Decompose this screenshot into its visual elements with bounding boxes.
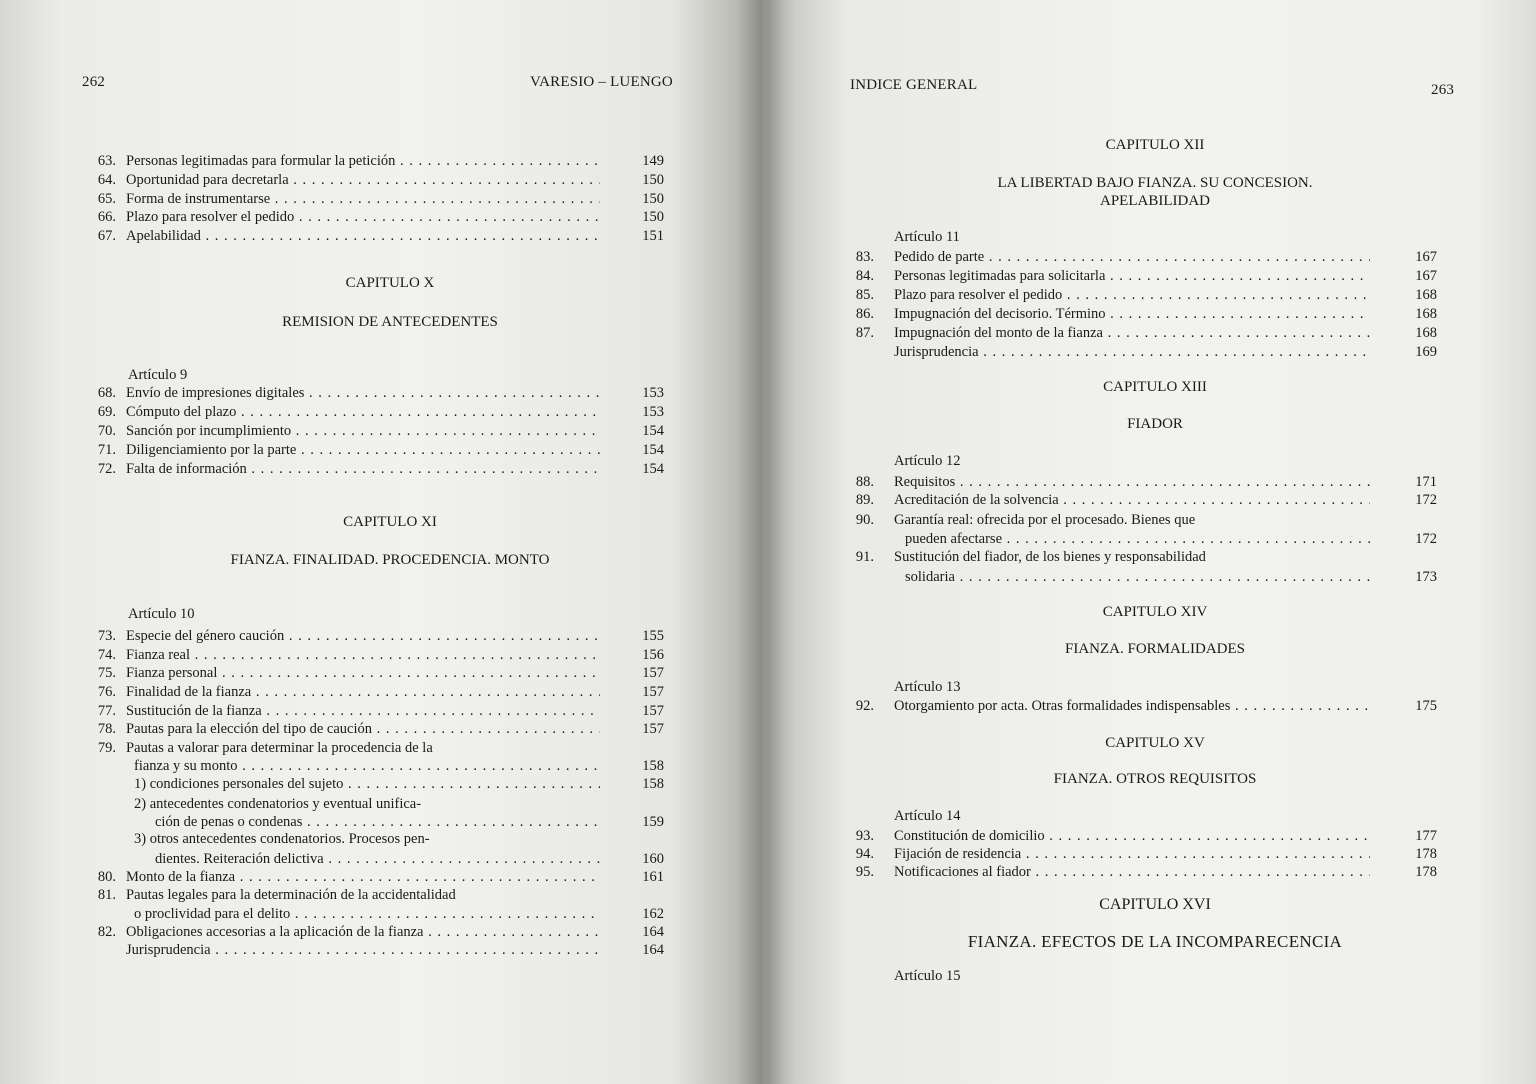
entry-page-number: 172	[1415, 492, 1437, 508]
entry-number: 68.	[97, 385, 116, 401]
entry-text: Pautas legales para la determinación de la accidentalidad	[126, 887, 456, 903]
entry-text: Finalidad de la fianza . . .	[126, 683, 600, 702]
entry-page-number: 168	[1415, 325, 1437, 341]
entry-text: Sustitución del fiador, de los bienes y responsabilidad	[894, 549, 1206, 565]
entry-page-number: 167	[1415, 249, 1437, 265]
entry-page-number: 161	[642, 869, 664, 885]
entry-text: Especie del género caución . . .	[126, 627, 600, 646]
chapter-title: FIANZA. FORMALIDADES	[1064, 641, 1245, 657]
article-label: Artículo 9	[128, 367, 188, 383]
index-entry	[80, 702, 664, 721]
entry-number: 89.	[855, 492, 874, 508]
entry-page-number: 154	[642, 461, 664, 477]
index-entry	[80, 775, 664, 794]
entry-page-number: 164	[642, 942, 664, 958]
index-entry	[80, 664, 664, 683]
entry-page-number: 159	[642, 814, 664, 830]
entry-number: 74.	[97, 647, 116, 663]
entry-number: 63.	[97, 153, 116, 169]
entry-page-number: 158	[642, 758, 664, 774]
entry-page-number: 158	[642, 776, 664, 792]
entry-page-number: 162	[642, 906, 664, 922]
entry-text: Oportunidad para decretarla . . .	[126, 171, 600, 190]
index-entry	[838, 473, 1437, 492]
index-entry	[80, 422, 664, 441]
index-entry	[838, 845, 1437, 864]
entry-text: Requisitos . . .	[894, 473, 1370, 492]
index-entry	[80, 757, 664, 776]
entry-number: 90.	[855, 512, 874, 528]
entry-page-number: 178	[1415, 864, 1437, 880]
entry-number: 69.	[97, 404, 116, 420]
entry-number: 67.	[97, 228, 116, 244]
index-entry	[838, 267, 1437, 286]
entry-text: Impugnación del decisorio. Término . . .	[894, 305, 1370, 324]
entry-page-number: 154	[642, 423, 664, 439]
index-entry	[838, 827, 1437, 846]
entry-number: 86.	[855, 306, 874, 322]
entry-page-number: 157	[642, 665, 664, 681]
index-entry	[80, 403, 664, 422]
entry-text: Sustitución de la fianza . . .	[126, 702, 600, 721]
entry-number: 87.	[855, 325, 874, 341]
chapter-heading: CAPITULO XIII	[1103, 379, 1207, 395]
chapter-title: LA LIBERTAD BAJO FIANZA. SU CONCESION.	[997, 175, 1313, 191]
entry-number: 82.	[97, 924, 116, 940]
index-entry	[80, 208, 664, 227]
chapter-heading: CAPITULO XVI	[1099, 896, 1211, 913]
article-label: Artículo 15	[894, 968, 961, 984]
chapter-heading: CAPITULO XI	[343, 514, 437, 530]
entry-number: 83.	[855, 249, 874, 265]
book-gutter-shadow	[735, 0, 795, 1084]
entry-page-number: 150	[642, 209, 664, 225]
entry-page-number: 149	[642, 153, 664, 169]
index-entry	[80, 683, 664, 702]
entry-number: 76.	[97, 684, 116, 700]
entry-page-number: 172	[1415, 531, 1437, 547]
entry-text: Personas legitimadas para formular la petición . . .	[126, 152, 600, 171]
article-label: Artículo 11	[894, 229, 960, 245]
entry-text: Cómputo del plazo . . .	[126, 403, 600, 422]
entry-number: 78.	[97, 721, 116, 737]
entry-number: 92.	[855, 698, 874, 714]
index-entry	[80, 460, 664, 479]
index-entry	[80, 941, 664, 960]
index-entry	[838, 491, 1437, 510]
entry-number: 77.	[97, 703, 116, 719]
chapter-heading: CAPITULO XIV	[1102, 604, 1208, 620]
index-entry	[838, 286, 1437, 305]
index-entry	[80, 646, 664, 665]
entry-text: Falta de información . . .	[126, 460, 600, 479]
index-entry	[80, 868, 664, 887]
entry-number: 73.	[97, 628, 116, 644]
entry-page-number: 153	[642, 385, 664, 401]
entry-page-number: 151	[642, 228, 664, 244]
chapter-title: FIANZA. EFECTOS DE LA INCOMPARECENCIA	[967, 932, 1343, 951]
chapter-title: FIANZA. FINALIDAD. PROCEDENCIA. MONTO	[230, 552, 550, 568]
entry-page-number: 168	[1415, 287, 1437, 303]
entry-number: 70.	[97, 423, 116, 439]
entry-page-number: 154	[642, 442, 664, 458]
article-label: Artículo 13	[894, 679, 961, 695]
entry-page-number: 150	[642, 191, 664, 207]
entry-text: Plazo para resolver el pedido . . .	[894, 286, 1370, 305]
index-entry	[838, 343, 1437, 362]
chapter-title: APELABILIDAD	[1100, 193, 1210, 209]
entry-text: Fianza personal . . .	[126, 664, 600, 683]
index-entry	[80, 923, 664, 942]
entry-number: 84.	[855, 268, 874, 284]
entry-text: Garantía real: ofrecida por el procesado. Bienes que	[894, 512, 1196, 528]
entry-number: 72.	[97, 461, 116, 477]
entry-page-number: 178	[1415, 846, 1437, 862]
chapter-heading: CAPITULO XII	[1105, 137, 1205, 153]
right-running-head: INDICE GENERAL	[850, 77, 978, 93]
entry-page-number: 156	[642, 647, 664, 663]
entry-page-number: 167	[1415, 268, 1437, 284]
entry-number: 95.	[855, 864, 874, 880]
entry-number: 94.	[855, 846, 874, 862]
index-entry	[80, 886, 664, 905]
entry-text: pueden afectarse . . .	[905, 530, 1370, 549]
entry-number: 64.	[97, 172, 116, 188]
chapter-title: FIANZA. OTROS REQUISITOS	[1053, 771, 1257, 787]
entry-number: 85.	[855, 287, 874, 303]
index-entry	[838, 697, 1437, 716]
index-entry	[80, 905, 664, 924]
entry-number: 80.	[97, 869, 116, 885]
index-entry	[80, 441, 664, 460]
entry-text: Otorgamiento por acta. Otras formalidades indispensables . . .	[894, 697, 1370, 716]
chapter-title: FIADOR	[1127, 416, 1183, 432]
entry-text: fianza y su monto . . .	[134, 757, 600, 776]
index-entry	[838, 324, 1437, 343]
entry-text: Forma de instrumentarse . . .	[126, 190, 600, 209]
entry-number: 88.	[855, 474, 874, 490]
index-entry	[80, 627, 664, 646]
index-entry	[838, 530, 1437, 549]
entry-page-number: 157	[642, 703, 664, 719]
entry-text: Pedido de parte . . .	[894, 248, 1370, 267]
entry-number: 65.	[97, 191, 116, 207]
entry-text: Jurisprudencia . . .	[126, 941, 600, 960]
left-running-head: VARESIO – LUENGO	[530, 74, 673, 90]
article-label: Artículo 14	[894, 808, 961, 824]
article-label: Artículo 10	[128, 606, 195, 622]
entry-text: o proclividad para el delito . . .	[134, 905, 600, 924]
entry-text: Sanción por incumplimiento . . .	[126, 422, 600, 441]
index-entry	[838, 568, 1437, 587]
index-entry	[80, 739, 664, 758]
entry-page-number: 153	[642, 404, 664, 420]
entry-page-number: 160	[642, 851, 664, 867]
index-entry	[838, 248, 1437, 267]
index-entry	[80, 850, 664, 869]
entry-text: Impugnación del monto de la fianza . . .	[894, 324, 1370, 343]
entry-text: Personas legitimadas para solicitarla . . .	[894, 267, 1370, 286]
index-entry	[838, 305, 1437, 324]
entry-number: 71.	[97, 442, 116, 458]
entry-text: Plazo para resolver el pedido . . .	[126, 208, 600, 227]
index-entry	[80, 830, 664, 849]
entry-page-number: 169	[1415, 344, 1437, 360]
entry-text: Monto de la fianza . . .	[126, 868, 600, 887]
article-label: Artículo 12	[894, 453, 961, 469]
index-entry	[80, 227, 664, 246]
index-entry	[80, 795, 664, 814]
entry-text: ción de penas o condenas . . .	[155, 813, 600, 832]
entry-page-number: 157	[642, 684, 664, 700]
entry-page-number: 177	[1415, 828, 1437, 844]
index-entry	[838, 863, 1437, 882]
left-page-number: 262	[82, 74, 106, 90]
entry-text: Constitución de domicilio . . .	[894, 827, 1370, 846]
index-entry	[80, 190, 664, 209]
right-page-number: 263	[1431, 82, 1455, 98]
entry-text: Diligenciamiento por la parte . . .	[126, 441, 600, 460]
chapter-heading: CAPITULO X	[345, 275, 435, 291]
entry-text: 2) antecedentes condenatorios y eventual unifica-	[134, 796, 422, 812]
entry-text: Jurisprudencia . . .	[894, 343, 1370, 362]
entry-page-number: 168	[1415, 306, 1437, 322]
index-entry	[80, 152, 664, 171]
entry-text: Obligaciones accesorias a la aplicación de la fianza . . .	[126, 923, 600, 942]
entry-page-number: 171	[1415, 474, 1437, 490]
entry-text: 1) condiciones personales del sujeto . . .	[134, 775, 600, 794]
entry-number: 75.	[97, 665, 116, 681]
index-entry	[80, 171, 664, 190]
index-entry	[80, 384, 664, 403]
entry-page-number: 175	[1415, 698, 1437, 714]
index-entry	[80, 720, 664, 739]
entry-text: solidaria . . .	[905, 568, 1370, 587]
entry-text: Envío de impresiones digitales . . .	[126, 384, 600, 403]
entry-text: Pautas para la elección del tipo de caución . . .	[126, 720, 600, 739]
index-entry	[838, 511, 1437, 530]
entry-page-number: 150	[642, 172, 664, 188]
entry-text: Apelabilidad . . .	[126, 227, 600, 246]
entry-number: 93.	[855, 828, 874, 844]
entry-number: 91.	[855, 549, 874, 565]
entry-text: Fijación de residencia . . .	[894, 845, 1370, 864]
entry-text: 3) otros antecedentes condenatorios. Procesos pen-	[134, 831, 430, 847]
entry-number: 66.	[97, 209, 116, 225]
entry-text: Notificaciones al fiador . . .	[894, 863, 1370, 882]
entry-number: 79.	[97, 740, 116, 756]
entry-text: Acreditación de la solvencia . . .	[894, 491, 1370, 510]
entry-page-number: 164	[642, 924, 664, 940]
chapter-heading: CAPITULO XV	[1105, 735, 1205, 751]
entry-text: Fianza real . . .	[126, 646, 600, 665]
chapter-title: REMISION DE ANTECEDENTES	[282, 314, 498, 330]
entry-page-number: 173	[1415, 569, 1437, 585]
entry-text: Pautas a valorar para determinar la procedencia de la	[126, 740, 433, 756]
entry-page-number: 155	[642, 628, 664, 644]
entry-text: dientes. Reiteración delictiva . . .	[155, 850, 600, 869]
entry-number: 81.	[97, 887, 116, 903]
entry-page-number: 157	[642, 721, 664, 737]
index-entry	[838, 548, 1437, 567]
